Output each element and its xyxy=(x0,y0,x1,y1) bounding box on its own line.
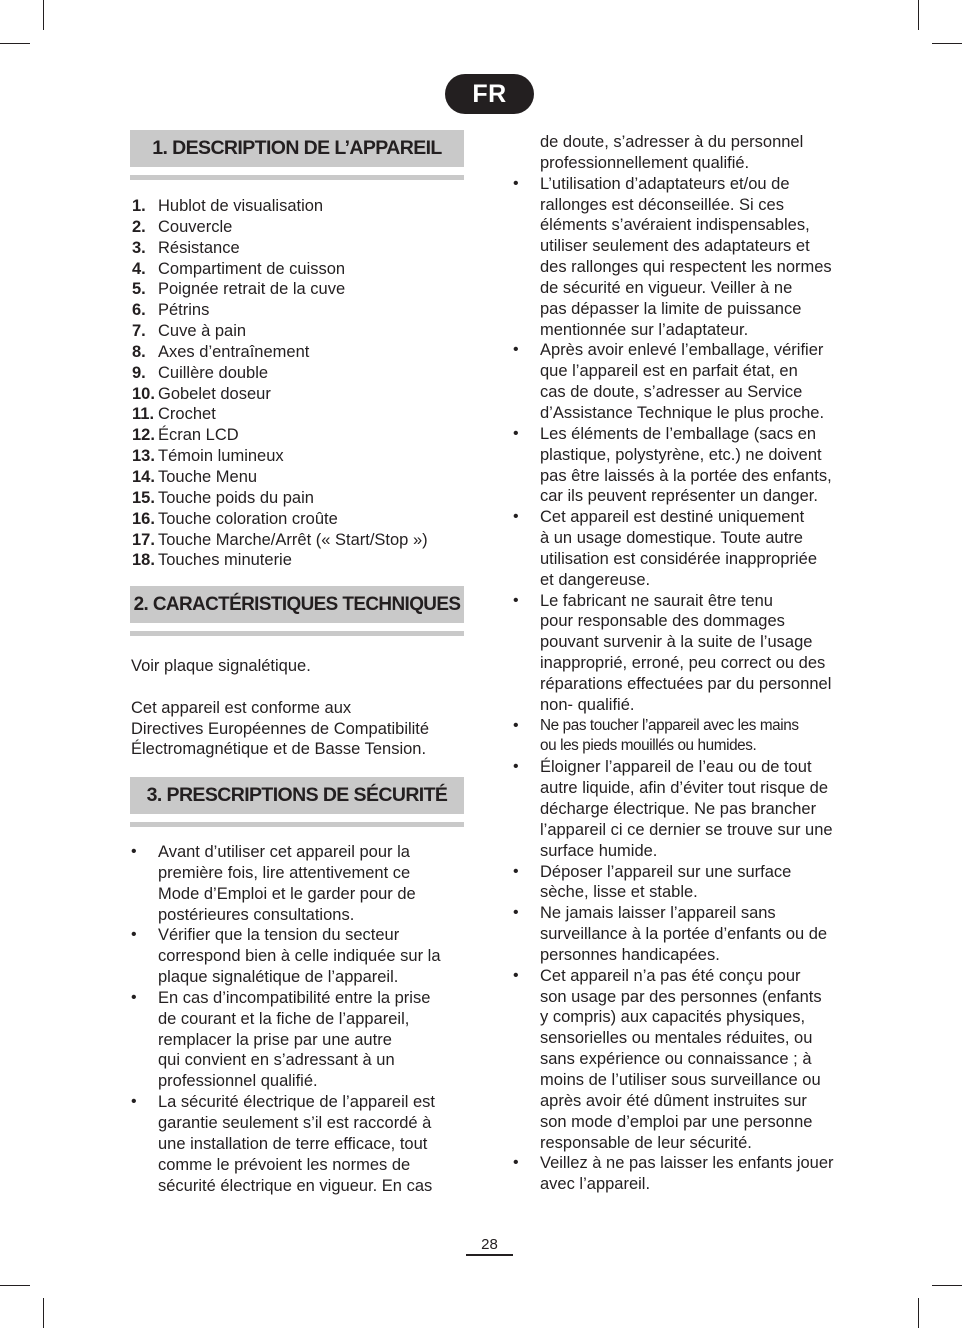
bullet-line: remplacer la prise par une autre xyxy=(158,1030,392,1049)
bullet-line: et dangereuse. xyxy=(540,570,651,589)
bullet-line: • Déposer l’appareil sur une surface xyxy=(540,862,792,881)
safety-list-left xyxy=(131,842,471,1196)
section-heading-specs: 2. CARACTÉRISTIQUES TECHNIQUES xyxy=(130,586,464,623)
item-label: Poignée retrait de la cuve xyxy=(158,280,346,299)
component-list-item xyxy=(132,467,428,488)
bullet-line: • Cet appareil n’a pas été conçu pour xyxy=(540,966,801,985)
component-list-item xyxy=(132,196,428,217)
bullet-line: moins de l’utiliser sous surveillance ou xyxy=(540,1070,821,1089)
safety-bullet-item xyxy=(131,1092,471,1196)
item-number: 14. xyxy=(132,467,155,486)
item-label: Touches minuterie xyxy=(158,551,292,570)
item-label: Touche Marche/Arrêt (« Start/Stop ») xyxy=(158,530,428,549)
bullet-line: son usage par des personnes (enfants xyxy=(540,987,822,1006)
item-number: 9. xyxy=(132,363,146,382)
component-list-item xyxy=(132,217,428,238)
component-list-item xyxy=(132,404,428,425)
bullet-line: de doute, s’adresser à du personnel xyxy=(540,133,804,151)
component-list-item xyxy=(132,342,428,363)
bullet-line: • La sécurité électrique de l’appareil est xyxy=(158,1093,435,1112)
item-number: 17. xyxy=(132,530,155,549)
item-label: Axes d’entraînement xyxy=(158,342,310,361)
item-number: 10. xyxy=(132,384,155,403)
safety-bullet-item xyxy=(513,966,853,1154)
heading-underline xyxy=(130,822,464,827)
bullet-line: car ils peuvent représenter un danger. xyxy=(540,487,818,506)
bullet-line: garantie seulement s’il est raccordé à xyxy=(158,1113,432,1132)
bullet-line: pouvant survenir à la suite de l’usage xyxy=(540,633,813,652)
safety-bullet-item xyxy=(513,862,853,904)
bullet-line: première fois, lire attentivement ce xyxy=(158,863,411,882)
item-label: Touche coloration croûte xyxy=(158,509,338,528)
safety-bullet-item xyxy=(513,507,853,590)
component-list-item xyxy=(132,384,428,405)
spec-paragraph-line: Directives Européennes de Compatibilité xyxy=(131,719,430,738)
bullet-line: • L’utilisation d’adaptateurs et/ou de xyxy=(540,174,790,193)
crop-mark xyxy=(918,1298,919,1328)
bullet-line: • Éloigner l’appareil de l’eau ou de tout xyxy=(540,758,812,777)
bullet-line: à un usage domestique. Toute autre xyxy=(540,529,803,548)
bullet-line: réparations effectuées par du personnel xyxy=(540,674,832,693)
bullet-line: • Ne jamais laisser l’appareil sans xyxy=(540,904,776,923)
safety-bullet-item xyxy=(131,988,471,1092)
bullet-line: • Vérifier que la tension du secteur xyxy=(158,926,400,945)
bullet-line: mentionnée sur l’adaptateur. xyxy=(540,320,749,339)
bullet-line: pas dépasser la limite de puissance xyxy=(540,299,802,318)
bullet-line: sensorielles ou mentales réduites, ou xyxy=(540,1029,813,1048)
crop-mark xyxy=(0,1285,30,1286)
bullet-line: inapproprié, erroné, peu correct ou des xyxy=(540,654,826,673)
item-label: Cuillère double xyxy=(158,363,269,382)
item-number: 16. xyxy=(132,509,155,528)
bullet-line: Mode d’Emploi et le garder pour de xyxy=(158,884,416,903)
bullet-line: ou les pieds mouillés ou humides. xyxy=(540,737,757,755)
heading-underline xyxy=(130,631,464,636)
safety-bullet-item xyxy=(513,903,853,966)
item-number: 7. xyxy=(132,322,146,341)
component-list-item xyxy=(132,530,428,551)
safety-bullet-item xyxy=(513,757,853,861)
bullet-line: pour responsable des dommages xyxy=(540,612,785,631)
component-list-item xyxy=(132,259,428,280)
component-list-item xyxy=(132,238,428,259)
item-label: Résistance xyxy=(158,238,240,257)
bullet-line: y compris) aux capacités physiques, xyxy=(540,1008,806,1027)
bullet-line: de courant et la fiche de l’appareil, xyxy=(158,1009,410,1028)
item-number: 13. xyxy=(132,447,155,466)
item-number: 6. xyxy=(132,301,146,320)
safety-bullet-item xyxy=(513,424,853,507)
bullet-line: surveillance à la portée d’enfants ou de xyxy=(540,925,828,944)
item-label: Touche Menu xyxy=(158,467,258,486)
bullet-line: correspond bien à celle indiquée sur la xyxy=(158,947,441,966)
item-number: 8. xyxy=(132,342,146,361)
component-list-item xyxy=(132,488,428,509)
page-number: 28 xyxy=(481,1236,498,1253)
item-label: Pétrins xyxy=(158,301,210,320)
spec-paragraph-line: Électromagnétique et de Basse Tension. xyxy=(131,740,427,759)
item-label: Cuve à pain xyxy=(158,322,247,341)
safety-bullet-item xyxy=(513,174,853,341)
bullet-line: une installation de terre efficace, tout xyxy=(158,1134,428,1153)
item-number: 2. xyxy=(132,217,146,236)
bullet-line: son mode d’emploi par une personne xyxy=(540,1112,813,1131)
bullet-line: plaque signalétique de l’appareil. xyxy=(158,968,399,987)
crop-mark xyxy=(43,1298,44,1328)
item-number: 11. xyxy=(132,405,155,424)
component-list-item xyxy=(132,363,428,384)
bullet-line: d’Assistance Technique le plus proche. xyxy=(540,403,825,422)
bullet-line: après avoir été dûment instruites sur xyxy=(540,1091,807,1110)
spec-paragraph: Voir plaque signalétique. xyxy=(131,657,311,675)
bullet-line: plastique, polystyrène, etc.) ne doivent xyxy=(540,445,822,464)
item-number: 3. xyxy=(132,238,146,257)
safety-bullet-item xyxy=(131,925,471,988)
spec-paragraph-line: Cet appareil est conforme aux xyxy=(131,698,352,717)
bullet-line: sans expérience ou connaissance ; à xyxy=(540,1050,812,1069)
component-list-item xyxy=(132,279,428,300)
component-list-item xyxy=(132,446,428,467)
bullet-line: • En cas d’incompatibilité entre la prise xyxy=(158,988,431,1007)
bullet-line: décharge électrique. Ne pas brancher xyxy=(540,800,817,818)
component-list-item xyxy=(132,509,428,530)
safety-bullet-item xyxy=(131,842,471,925)
spec-text xyxy=(131,656,461,760)
bullet-line: sécurité électrique en vigueur. En cas xyxy=(158,1176,433,1195)
bullet-line: autre liquide, afin d’éviter tout risque de xyxy=(540,779,829,798)
crop-mark xyxy=(932,1285,962,1286)
bullet-line: • Cet appareil est destiné uniquement xyxy=(540,508,805,527)
bullet-line: • Après avoir enlevé l’emballage, vérifier xyxy=(540,341,824,360)
safety-bullet-item xyxy=(513,1153,853,1195)
bullet-line: cas de doute, s’adresser au Service xyxy=(540,383,803,402)
component-list-item xyxy=(132,300,428,321)
page-number-underline xyxy=(466,1254,513,1256)
section-heading-safety: 3. PRESCRIPTIONS DE SÉCURITÉ xyxy=(130,777,464,814)
bullet-line: • Le fabricant ne saurait être tenu xyxy=(540,591,773,610)
component-list xyxy=(132,196,428,571)
crop-mark xyxy=(0,43,30,44)
item-label: Gobelet doseur xyxy=(158,384,271,403)
bullet-line: des rallonges qui respectent les normes xyxy=(540,258,832,277)
bullet-line: professionnel qualifié. xyxy=(158,1072,318,1091)
bullet-line: • Avant d’utiliser cet appareil pour la xyxy=(158,843,410,861)
bullet-line: non- qualifié. xyxy=(540,695,635,714)
item-label: Hublot de visualisation xyxy=(158,197,324,215)
bullet-line: éléments s’avéraient indispensables, xyxy=(540,216,810,235)
item-number: 4. xyxy=(132,259,146,278)
bullet-line: • Veillez à ne pas laisser les enfants jouer xyxy=(540,1154,834,1173)
item-label: Écran LCD xyxy=(158,426,239,445)
item-label: Témoin lumineux xyxy=(158,447,284,466)
bullet-line: surface humide. xyxy=(540,841,658,860)
component-list-item xyxy=(132,550,428,571)
safety-bullet-item xyxy=(513,591,853,716)
item-label: Touche poids du pain xyxy=(158,488,314,507)
item-number: 15. xyxy=(132,488,155,507)
component-list-item xyxy=(132,425,428,446)
bullet-line: l’appareil ci ce dernier se trouve sur une xyxy=(540,820,833,839)
bullet-line: rallonges est déconseillée. Si ces xyxy=(540,195,784,214)
safety-bullet-item xyxy=(513,340,853,423)
item-label: Crochet xyxy=(158,405,216,424)
bullet-line: de sécurité en vigueur. Veiller à ne xyxy=(540,278,793,297)
bullet-line: professionnellement qualifié. xyxy=(540,153,750,172)
bullet-line: personnes handicapées. xyxy=(540,945,720,964)
safety-continuation xyxy=(513,132,853,174)
crop-mark xyxy=(918,0,919,30)
item-number: 18. xyxy=(132,551,155,570)
item-label: Couvercle xyxy=(158,217,233,236)
safety-list-right xyxy=(513,132,853,1195)
item-label: Compartiment de cuisson xyxy=(158,259,346,278)
language-badge: FR xyxy=(445,74,534,114)
bullet-line: postérieures consultations. xyxy=(158,905,355,924)
bullet-line: responsable de leur sécurité. xyxy=(540,1133,752,1152)
bullet-line: utiliser seulement des adaptateurs et xyxy=(540,237,810,256)
item-number: 1. xyxy=(132,197,146,215)
bullet-line: sèche, lisse et stable. xyxy=(540,883,698,902)
bullet-line: qui convient en s’adressant à un xyxy=(158,1051,395,1070)
item-number: 12. xyxy=(132,426,155,445)
bullet-line: avec l’appareil. xyxy=(540,1175,651,1194)
item-number: 5. xyxy=(132,280,146,299)
bullet-line: pas être laissés à la portée des enfants, xyxy=(540,466,832,485)
section-heading-description: 1. DESCRIPTION DE L’APPAREIL xyxy=(130,130,464,167)
crop-mark xyxy=(932,43,962,44)
bullet-line: que l’appareil est en parfait état, en xyxy=(540,362,798,381)
bullet-line: utilisation est considérée inappropriée xyxy=(540,549,818,568)
bullet-line: comme le prévoient les normes de xyxy=(158,1155,411,1174)
bullet-line: • Ne pas toucher l’appareil avec les mains xyxy=(540,716,799,734)
safety-bullet-item xyxy=(513,716,853,758)
heading-underline xyxy=(130,175,464,180)
component-list-item xyxy=(132,321,428,342)
crop-mark xyxy=(43,0,44,30)
bullet-line: • Les éléments de l’emballage (sacs en xyxy=(540,424,817,443)
